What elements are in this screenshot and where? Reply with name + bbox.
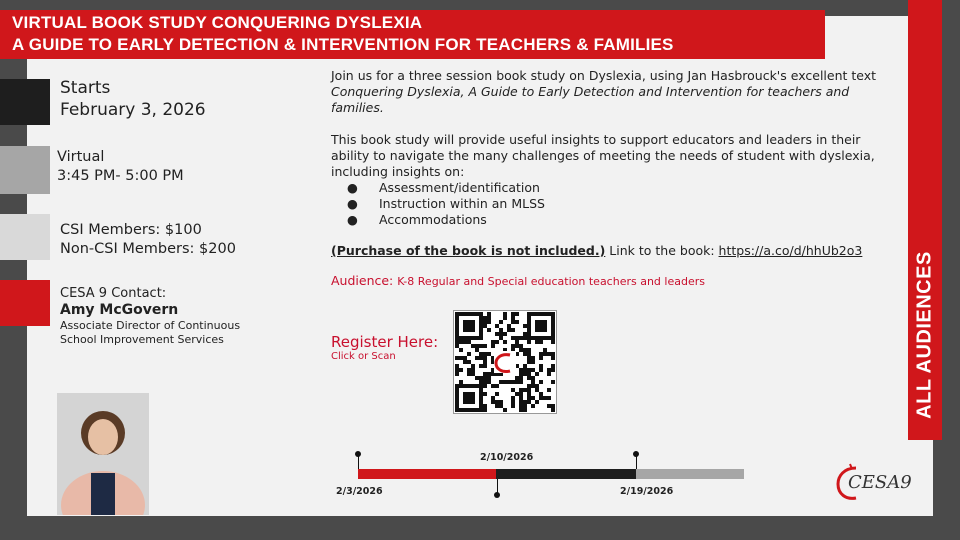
person-icon: [57, 393, 149, 515]
title-line-2: A GUIDE TO EARLY DETECTION & INTERVENTION FOR TEACHERS & FAMILIES: [12, 35, 674, 54]
start-info: [60, 77, 206, 121]
time-color-block: [0, 146, 50, 194]
audience-value: K-8 Regular and Special education teachers and leaders: [397, 275, 705, 288]
cesa9-logo: [836, 462, 916, 502]
link-prefix: Link to the book:: [605, 243, 719, 258]
timeline-dot: [633, 451, 639, 457]
register-block[interactable]: [331, 333, 438, 363]
list-item: ● Accommodations: [347, 212, 487, 227]
intro-text: Join us for a three session book study on Dyslexia, using Jan Hasbrouck's excellent text: [331, 68, 877, 83]
price-nonmembers: Non-CSI Members: $200: [60, 241, 236, 257]
session-time: 3:45 PM- 5:00 PM: [57, 168, 184, 184]
contact-photo: [57, 393, 149, 515]
audience-line: [331, 273, 705, 290]
contact-title-1: Associate Director of Continuous: [60, 319, 241, 332]
title-banner: [0, 10, 825, 59]
timeline-tick: [497, 479, 498, 493]
contact-label: CESA 9 Contact:: [60, 286, 167, 301]
purchase-line: [331, 243, 901, 259]
timeline-segment-3: [636, 469, 744, 479]
insights-list: [347, 180, 545, 228]
timeline-tick: [636, 455, 637, 469]
register-sub: Click or Scan: [331, 351, 396, 362]
contact-color-block: [0, 280, 50, 326]
format-label: Virtual: [57, 149, 105, 165]
book-link[interactable]: https://a.co/d/hhUb2o3: [718, 243, 863, 258]
insights-paragraph: This book study will provide useful insights to support educators and leaders in their ability to navigate the many challenges of meeting the needs of student with dyslexia, including insights on:: [331, 132, 875, 179]
contact-name: Amy McGovern: [60, 302, 179, 318]
timeline-date-3: 2/19/2026: [620, 486, 674, 497]
price-members: CSI Members: $100: [60, 222, 202, 238]
purchase-note: (Purchase of the book is not included.): [331, 243, 606, 258]
timeline-dot: [494, 492, 500, 498]
intro-paragraph: [331, 68, 896, 116]
list-item: ● Assessment/identification: [347, 180, 540, 195]
register-label[interactable]: Register Here:: [331, 333, 439, 351]
time-info: [57, 148, 184, 186]
qr-code-icon: [454, 311, 556, 413]
starts-label: Starts: [60, 78, 111, 98]
price-info: [60, 221, 236, 259]
timeline-segment-2: [496, 469, 636, 479]
contact-info: [60, 285, 240, 347]
list-item: ● Instruction within an MLSS: [347, 196, 545, 211]
audience-label: Audience:: [331, 273, 398, 288]
timeline-tick: [358, 455, 359, 469]
starts-color-block: [0, 79, 50, 125]
audience-side-label: ALL AUDIENCES: [913, 251, 936, 419]
contact-title-2: School Improvement Services: [60, 333, 224, 346]
starts-date: February 3, 2026: [60, 100, 206, 120]
registration-qr-code[interactable]: [453, 310, 557, 414]
timeline-dot: [355, 451, 361, 457]
book-title: Conquering Dyslexia, A Guide to Early Detection and Intervention for teachers and families.: [331, 84, 850, 115]
timeline-date-1: 2/3/2026: [336, 486, 383, 497]
timeline-date-2: 2/10/2026: [480, 452, 534, 463]
logo-text: CESA9: [848, 472, 912, 493]
timeline-segment-1: [358, 469, 496, 479]
title-line-1: VIRTUAL BOOK STUDY CONQUERING DYSLEXIA: [12, 13, 423, 32]
price-color-block: [0, 214, 50, 260]
